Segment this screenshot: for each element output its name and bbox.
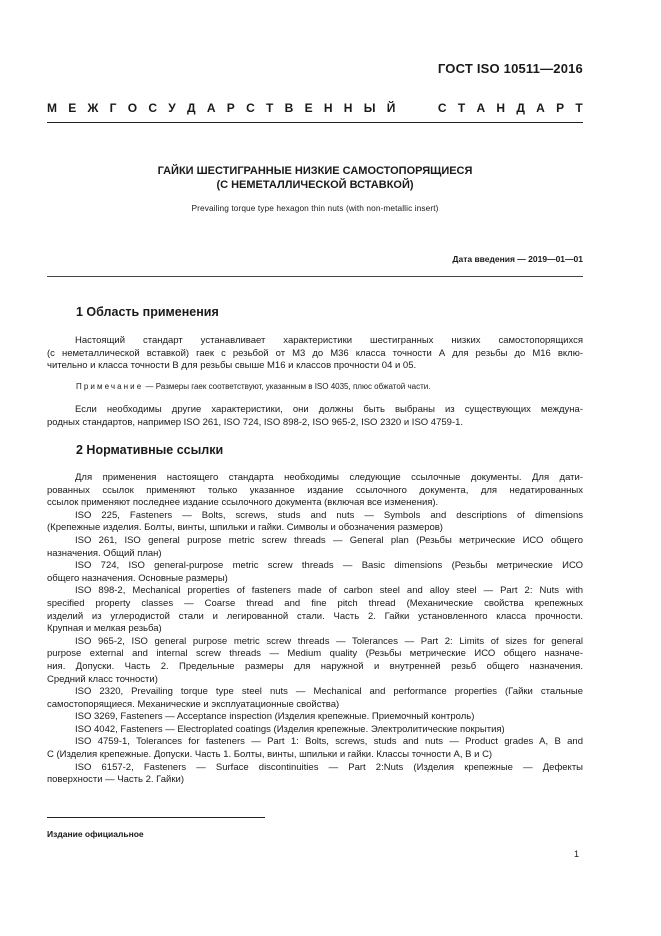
page-number: 1	[573, 849, 579, 859]
heading-letter: Й	[386, 101, 396, 115]
document-title	[47, 164, 583, 192]
heading-letter: С	[246, 101, 255, 115]
reference-iso-4042: ISO 4042, Fasteners — Electroplated coatings (Изделия крепежные. Электролитические покрытия)	[75, 723, 505, 735]
heading-letter: Ы	[363, 101, 376, 115]
text-line: Настоящий стандарт устанавливает характеристики шестигранных низких самостопорящихся	[75, 335, 583, 346]
section-2-body	[47, 472, 583, 787]
section-2-heading: 2 Нормативные ссылки	[76, 443, 224, 457]
section-1-paragraph-2	[47, 404, 583, 429]
reference-iso-261: ISO 261, ISO general purpose metric screw threads — General plan (Резьбы метрические ИСО общего	[75, 534, 583, 546]
heading-letter: А	[536, 101, 545, 115]
reference-iso-6157-2: ISO 6157-2, Fasteners — Surface discontinuities — Part 2:Nuts (Изделия крепежные — Дефекты	[75, 761, 583, 773]
text-line: чительно и класса точности В для резьбы свыше М16 и классов прочности 04 и 05.	[47, 360, 417, 372]
text-line: (с неметаллической вставкой) гаек с резьбой от М3 до М36 класса точности А для резьбы до М16 вклю-	[47, 347, 583, 359]
text-line: самостопорящиеся. Механические и эксплуатационные свойства)	[47, 698, 340, 710]
heading-letter: Т	[575, 101, 583, 115]
heading-letter: С	[437, 101, 447, 115]
heading-letter: Е	[304, 101, 313, 115]
section-1-note	[76, 382, 430, 391]
text-line: (Крепежные изделия. Болты, винты, шпильки и гайки. Символы и обозначения размеров)	[47, 522, 443, 534]
note-label: Примечание	[76, 382, 144, 391]
section-1-heading: 1 Область применения	[76, 305, 219, 319]
heading-letter: О	[127, 101, 138, 115]
heading-letter: Е	[68, 101, 77, 115]
text-line: C (Изделия крепежные. Допуски. Часть 1. Болты, винты, шпильки и гайки. Классы точности A, B и C)	[47, 749, 493, 761]
heading-letter: В	[284, 101, 294, 115]
reference-iso-225: ISO 225, Fasteners — Bolts, screws, studs and nuts — Symbols and descriptions of dimensions	[75, 509, 583, 521]
document-title-english: Prevailing torque type hexagon thin nuts (with non-metallic insert)	[191, 203, 439, 213]
reference-iso-4759-1: ISO 4759-1, Tolerances for fasteners — Part 1: Bolts, screws, studs and nuts — Product grades A, B and	[75, 736, 583, 748]
heading-gap	[407, 101, 427, 115]
text-line: Крупная и мелкая резьба)	[47, 623, 162, 635]
reference-iso-2320: ISO 2320, Prevailing torque type steel nuts — Mechanical and performance properties (Гайки стальные	[75, 686, 583, 698]
text-line: поверхности — Часть 2. Гайки)	[47, 774, 184, 786]
note-text: — Размеры гаек соответствуют, указанным в ISO 4035, плюс обжатой части.	[143, 382, 431, 391]
reference-iso-965-2: ISO 965-2, ISO general purpose metric screw threads — Tolerances — Part 2: Limits of sizes for general	[75, 635, 583, 647]
text-line: ния. Допуски. Часть 2. Предельные размеры для наружной и внутренней резьб общего назначения.	[47, 660, 583, 672]
heading-letter: А	[476, 101, 486, 115]
heading-letter: Р	[556, 101, 565, 115]
title-line-2: (С НЕМЕТАЛЛИЧЕСКОЙ ВСТАВКОЙ)	[216, 179, 414, 191]
heading-letter: Т	[457, 101, 466, 115]
reference-iso-898-2: ISO 898-2, Mechanical properties of fasteners made of carbon steel and alloy steel — Part 2: Nuts with	[75, 585, 583, 597]
footer-divider	[47, 817, 265, 818]
heading-letter: Р	[226, 101, 235, 115]
text-line: общего назначения. Основные размеры)	[47, 572, 228, 584]
text-line: изделий из углеродистой стали и легированной стали. Часть 2. Гайки установленного класса прочности.	[47, 610, 583, 622]
heading-letter: С	[148, 101, 158, 115]
heading-letter: Ж	[87, 101, 99, 115]
text-line: specified property classes — Coarse thread and fine pitch thread (Механические свойства крепежных	[47, 597, 583, 609]
heading-letter: А	[206, 101, 216, 115]
text-line: ссылок применяют последнее издание ссылочного документа (включая все изменения).	[47, 497, 439, 509]
introduction-date: Дата введения — 2019—01—01	[452, 254, 583, 264]
reference-iso-3269: ISO 3269, Fasteners — Acceptance inspection (Изделия крепежные. Приемочный контроль)	[75, 711, 475, 723]
document-code: ГОСТ ISO 10511—2016	[437, 61, 583, 76]
heading-letter: М	[47, 101, 57, 115]
date-divider	[47, 276, 583, 277]
official-edition-label: Издание официальное	[47, 829, 144, 839]
reference-iso-724: ISO 724, ISO general-purpose metric screw threads — Basic dimensions (Резьбы метрические ИСО	[75, 560, 583, 572]
text-line: purpose external and internal screw threads — Medium quality (Резьбы метрические ИСО общего назначе-	[47, 648, 583, 660]
heading-letter: Д	[516, 101, 525, 115]
standard-type-heading	[47, 101, 583, 115]
heading-letter: У	[168, 101, 176, 115]
heading-letter: Т	[266, 101, 274, 115]
header-divider	[47, 122, 583, 123]
text-line: назначения. Общий план)	[47, 547, 162, 559]
text-line: рованных ссылок применяют только указанное издание ссылочного документа, для недатированных	[47, 484, 583, 496]
text-line: Если необходимы другие характеристики, они должны быть выбраны из существующих междуна-	[75, 404, 583, 415]
heading-letter: Н	[496, 101, 506, 115]
heading-letter: Н	[323, 101, 333, 115]
heading-letter: Д	[187, 101, 196, 115]
heading-letter: Н	[343, 101, 353, 115]
text-line: родных стандартов, например ISO 261, ISO 724, ISO 898-2, ISO 965-2, ISO 2320 и ISO 4759-1.	[47, 416, 464, 428]
heading-letter: Г	[109, 101, 117, 115]
text-line: Для применения настоящего стандарта необходимы следующие ссылочные документы. Для дати-	[75, 472, 583, 483]
title-line-1: ГАЙКИ ШЕСТИГРАННЫЕ НИЗКИЕ САМОСТОПОРЯЩИЕСЯ	[157, 165, 473, 177]
section-1-paragraph-1	[47, 335, 583, 373]
text-line: Средний класс точности)	[47, 673, 158, 685]
